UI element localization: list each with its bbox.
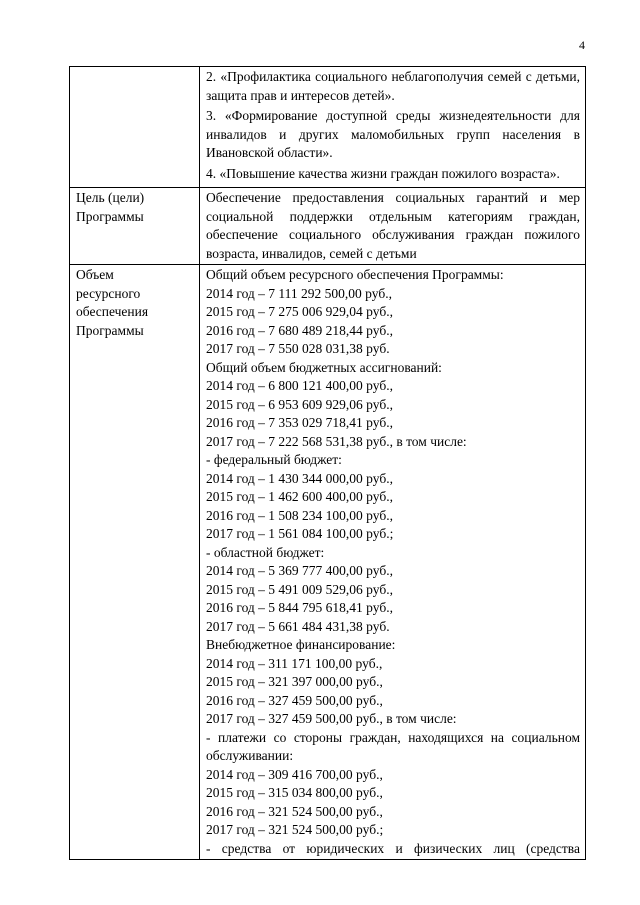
subprograms-list bbox=[200, 67, 586, 188]
label-line: Программы bbox=[76, 322, 144, 338]
resource-line: Общий объем бюджетных ассигнований: bbox=[206, 359, 442, 375]
resource-line: 2015 год – 321 397 000,00 руб., bbox=[206, 674, 383, 689]
resources-text bbox=[200, 265, 586, 860]
resource-line: 2014 год – 5 369 777 400,00 руб., bbox=[206, 563, 393, 578]
resource-line: - федеральный бюджет: bbox=[206, 452, 342, 467]
resource-line: 2016 год – 7 680 489 218,44 руб., bbox=[206, 322, 393, 338]
resource-line: 2016 год – 327 459 500,00 руб., bbox=[206, 692, 383, 708]
resource-line: 2017 год – 7 222 568 531,38 руб., в том числе: bbox=[206, 433, 467, 449]
label-line: обеспечения bbox=[76, 304, 149, 319]
subprogram-item-2: 2. «Профилактика социального неблагополучия семей с детьми, защита прав и интересов детей». bbox=[206, 69, 580, 103]
label-line: ресурсного bbox=[76, 285, 141, 301]
table-row-resources bbox=[70, 265, 586, 860]
resource-line: - платежи со стороны граждан, находящихся на социальном обслуживании: bbox=[206, 729, 580, 763]
resource-line: 2014 год – 309 416 700,00 руб., bbox=[206, 766, 383, 782]
table-row-subprograms bbox=[70, 67, 586, 188]
resource-line: - областной бюджет: bbox=[206, 544, 325, 560]
label-line: Программы bbox=[76, 208, 144, 224]
resource-line: 2015 год – 315 034 800,00 руб., bbox=[206, 785, 383, 800]
row-label-empty bbox=[70, 67, 200, 188]
resource-line-last: - средства от юридических и физических лиц (средства bbox=[206, 840, 580, 856]
row-label-resources bbox=[70, 265, 200, 860]
resource-line: 2015 год – 6 953 609 929,06 руб., bbox=[206, 396, 393, 412]
resource-line: 2015 год – 1 462 600 400,00 руб., bbox=[206, 489, 393, 504]
resource-line: 2014 год – 7 111 292 500,00 руб., bbox=[206, 285, 392, 301]
resource-line: 2017 год – 7 550 028 031,38 руб. bbox=[206, 341, 390, 356]
goals-paragraph: Обеспечение предоставления социальных гарантий и мер социальной поддержки отдельным категориям граждан, обеспечение социального обслуживания граждан пожилого возраста, инвалидов, семей с детьми bbox=[206, 190, 580, 261]
subprogram-item-3: 3. «Формирование доступной среды жизнедеятельности для инвалидов и других маломобильных групп населения в Ивановской области». bbox=[206, 108, 580, 160]
resource-line: 2017 год – 327 459 500,00 руб., в том числе: bbox=[206, 711, 457, 726]
resource-line: 2017 год – 321 524 500,00 руб.; bbox=[206, 822, 384, 837]
resource-line: 2015 год – 5 491 009 529,06 руб., bbox=[206, 581, 393, 597]
resource-line: 2017 год – 1 561 084 100,00 руб.; bbox=[206, 526, 394, 541]
label-line: Объем bbox=[76, 267, 114, 282]
row-label-goals bbox=[70, 188, 200, 265]
goals-text bbox=[200, 188, 586, 265]
resource-line: 2017 год – 5 661 484 431,38 руб. bbox=[206, 618, 390, 634]
label-line: Цель (цели) bbox=[76, 190, 145, 205]
resource-line: 2015 год – 7 275 006 929,04 руб., bbox=[206, 304, 393, 319]
resource-lines bbox=[206, 266, 580, 840]
resource-line: 2016 год – 1 508 234 100,00 руб., bbox=[206, 507, 393, 523]
resource-line: 2014 год – 1 430 344 000,00 руб., bbox=[206, 470, 393, 486]
program-passport-table bbox=[69, 66, 586, 860]
subprogram-item-4: 4. «Повышение качества жизни граждан пожилого возраста». bbox=[206, 165, 560, 181]
resource-line: 2016 год – 5 844 795 618,41 руб., bbox=[206, 600, 393, 615]
table-row-goals bbox=[70, 188, 586, 265]
resource-line: Внебюджетное финансирование: bbox=[206, 637, 396, 652]
resource-line: 2016 год – 321 524 500,00 руб., bbox=[206, 803, 383, 819]
resource-line: 2016 год – 7 353 029 718,41 руб., bbox=[206, 415, 393, 430]
page-number: 4 bbox=[579, 38, 585, 52]
resource-line: 2014 год – 311 171 100,00 руб., bbox=[206, 655, 383, 671]
resource-line: 2014 год – 6 800 121 400,00 руб., bbox=[206, 378, 393, 393]
resource-line: Общий объем ресурсного обеспечения Программы: bbox=[206, 267, 504, 282]
